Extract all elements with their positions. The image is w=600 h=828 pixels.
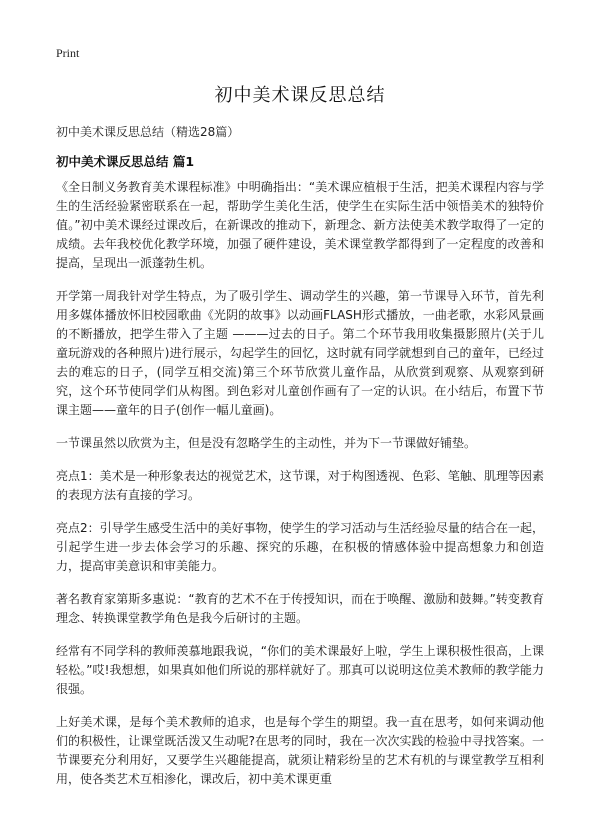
paragraph: 著名教育家第斯多惠说：“教育的艺术不在于传授知识，而在于唤醒、激励和鼓舞。”转变教育理念、转换课堂教学角色是我今后研讨的主题。	[56, 592, 544, 625]
paragraph: 一节课虽然以欣赏为主，但是没有忽略学生的主动性，并为下一节课做好铺垫。	[56, 436, 477, 450]
section-heading: 初中美术课反思总结 篇1	[56, 154, 195, 169]
paragraph: 开学第一周我针对学生特点，为了吸引学生、调动学生的兴趣，第一节课导入环节，首先利用多媒体播放怀旧校园歌曲《光阴的故事》以动画FLASH形式播放，一曲老歌，水彩风景画的不断播放，把学生带入了主题 ———过去的日子。第二个环节我用收集摄影照片(关于儿童玩游戏的各种照片)进行展示，勾起学生的回忆，这时就有同学就想到自己的童年，已经过去的难忘的日子，(同学互相交流)第三个环节欣赏儿童作品，从欣赏到观察、从观察到研究，这个环节使同学们从构图。到色彩对儿童创作画有了一定的认识。在小结后，布置下节课主题——童年的日子(创作一幅儿童画)。	[56, 289, 544, 417]
page-title: 初中美术课反思总结	[214, 85, 386, 106]
paragraph: 上好美术课，是每个美术教师的追求，也是每个学生的期望。我一直在思考，如何来调动他们的积极性，让课堂既活泼又生动呢?在思考的同时，我在一次次实践的检验中寻找答案。一节课要充分利用好，又要学生兴趣能提高，就须让精彩纷呈的艺术有机的与课堂教学互相利用，使各类艺术互相渗化，课改后，初中美术课更重	[56, 715, 544, 786]
document-subtitle: 初中美术课反思总结（精选28篇）	[56, 125, 240, 139]
document-body	[56, 178, 544, 803]
paragraph: 经常有不同学科的教师羡慕地跟我说，“你们的美术课最好上啦，学生上课积极性很高，上课轻松。”哎!我想想，如果真如他们所说的那样就好了。那真可以说明这位美术教师的教学能力很强。	[56, 644, 544, 696]
print-link[interactable]: Print	[56, 46, 80, 60]
paragraph: 亮点2：引导学生感受生活中的美好事物，使学生的学习活动与生活经验尽量的结合在一起，引起学生进一步去体会学习的乐趣、探究的乐趣，在积极的情感体验中提高想象力和创造力，提高审美意识和审美能力。	[56, 521, 544, 573]
paragraph: 《全日制义务教育美术课程标准》中明确指出：“美术课应植根于生活，把美术课程内容与学生的生活经验紧密联系在一起，帮助学生美化生活，使学生在实际生活中领悟美术的独特价值。”初中美术课经过课改后，在新课改的推动下，新理念、新方法使美术教学取得了一定的成绩。去年我校优化教学环境，加强了硬件建设，美术课堂教学都得到了一定程度的改善和提高，呈现出一派蓬勃生机。	[56, 180, 544, 270]
paragraph: 亮点1：美术是一种形象表达的视觉艺术，这节课，对于构图透视、色彩、笔触、肌理等因素的表现方法有直接的学习。	[56, 469, 544, 502]
